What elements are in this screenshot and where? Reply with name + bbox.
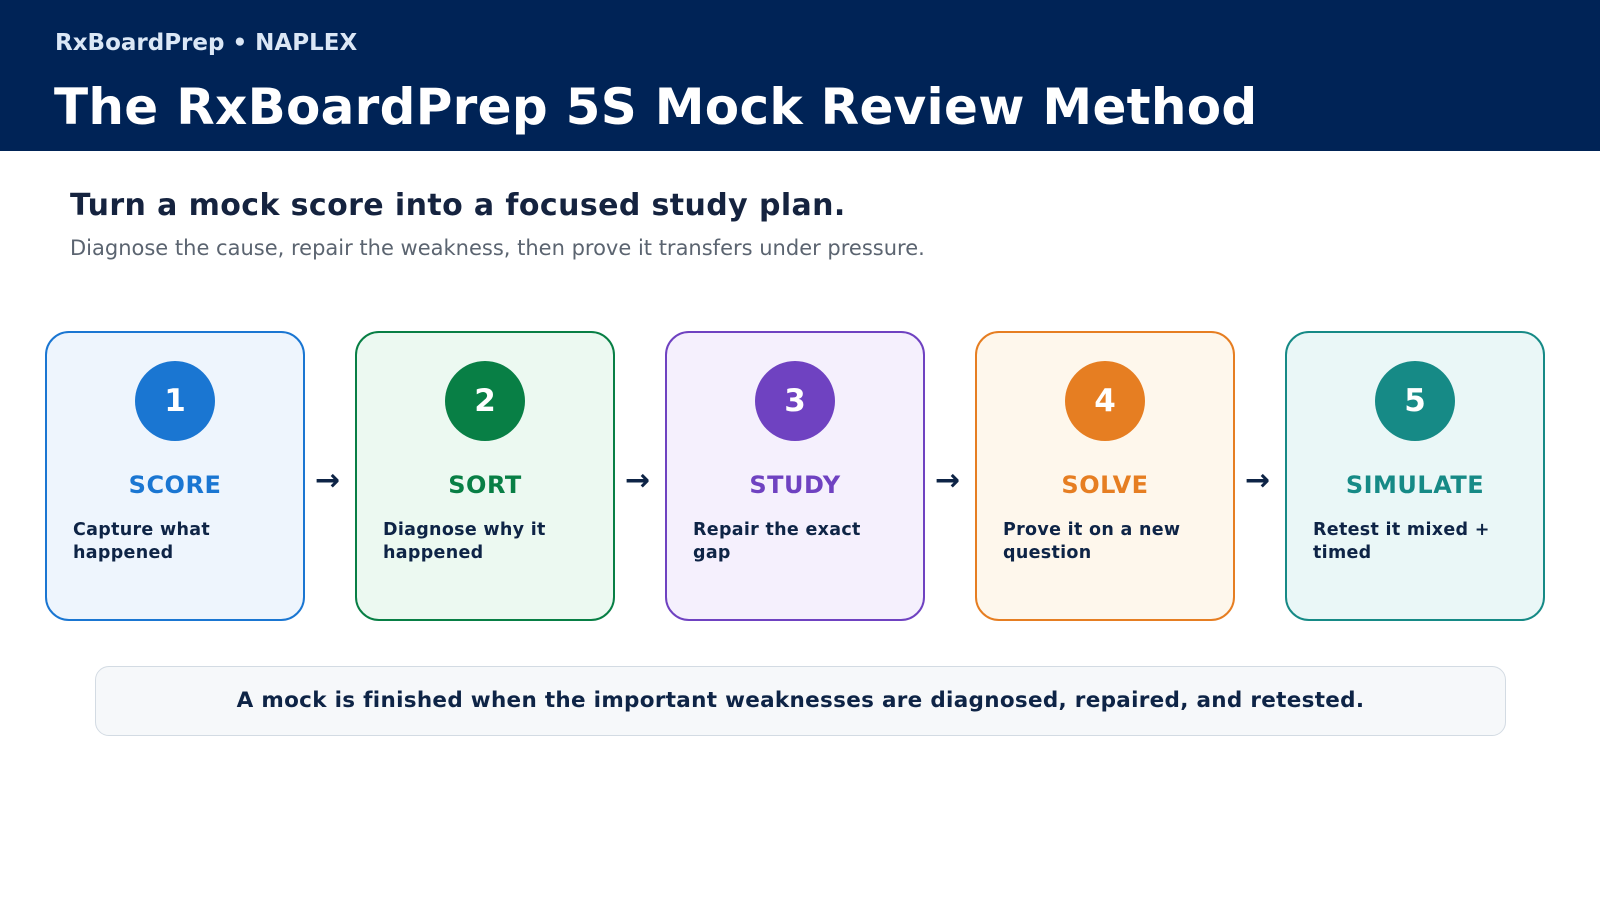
step-name: SCORE [128,471,222,499]
step-number-badge: 5 [1375,361,1455,441]
step-name: SOLVE [1061,471,1149,499]
brand-label: RxBoardPrep • NAPLEX [55,30,358,56]
step-description: Diagnose why it happened [383,520,546,563]
step-name: STUDY [749,471,841,499]
footer-callout: A mock is finished when the important weaknesses are diagnosed, repaired, and retested. [95,666,1506,736]
arrow-right-icon: → [315,463,341,498]
step-description: Capture what happened [73,520,210,563]
step-card-simulate [1285,331,1545,621]
step-card-study [665,331,925,621]
arrow-right-icon: → [1245,463,1271,498]
step-description: Repair the exact gap [693,520,861,563]
arrow-right-icon: → [935,463,961,498]
intro-subtext: Diagnose the cause, repair the weakness, then prove it transfers under pressure. [70,236,925,260]
step-name: SORT [448,471,522,499]
header-banner [0,0,1600,151]
step-number-badge: 1 [135,361,215,441]
step-description: Retest it mixed + timed [1313,520,1490,563]
step-card-solve [975,331,1235,621]
step-description: Prove it on a new question [1003,520,1181,563]
step-number-badge: 3 [755,361,835,441]
step-card-sort [355,331,615,621]
step-card-score [45,331,305,621]
step-number-badge: 2 [445,361,525,441]
step-name: SIMULATE [1345,471,1485,499]
step-number-badge: 4 [1065,361,1145,441]
intro-headline: Turn a mock score into a focused study plan. [70,188,846,223]
page-title: The RxBoardPrep 5S Mock Review Method [54,78,1258,136]
arrow-right-icon: → [625,463,651,498]
